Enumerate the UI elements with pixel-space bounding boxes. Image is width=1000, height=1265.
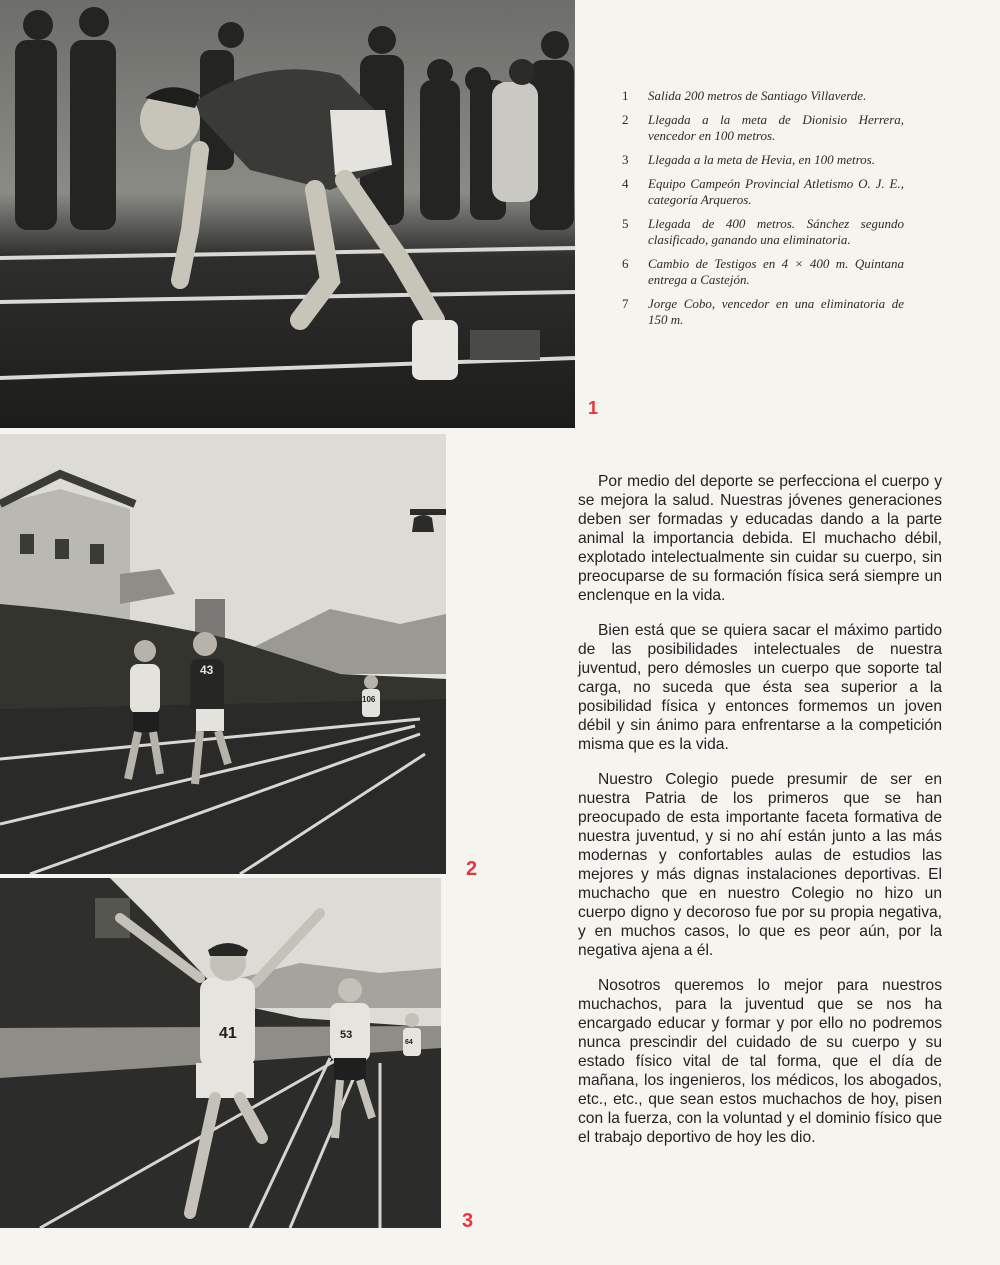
caption-text: Llegada a la meta de Dionisio Herrera, vencedor en 100 metros. [648, 112, 904, 143]
caption-number: 5 [622, 216, 629, 231]
caption-item [622, 176, 904, 208]
photo-number-3: 3 [462, 1210, 474, 1232]
photo-finish-100m [0, 434, 446, 874]
caption-item [622, 112, 904, 144]
article-paragraph: Bien está que se quiera sacar el máximo partido de las posibilidades intelectuales de nuestra juventud, pero démosles un cuerpo que soporte tal carga, no suceda que ésta sea superior a la posibilidad física y entonces formemos un joven débil y sin ánimo para enfrentarse a la competición misma que es la vida. [578, 622, 942, 753]
caption-list [622, 88, 904, 336]
caption-text: Equipo Campeón Provincial Atletismo O. J. E., categoría Arqueros. [648, 176, 904, 207]
article-body [578, 472, 942, 1163]
photo-number-1: 1 [588, 398, 599, 418]
caption-item [622, 256, 904, 288]
bib-64: 64 [405, 1039, 413, 1046]
caption-text: Jorge Cobo, vencedor en una eliminatoria de 150 m. [648, 296, 904, 327]
caption-item [622, 88, 904, 104]
article-paragraph: Nuestro Colegio puede presumir de ser en nuestra Patria de los primeros que se han preocupado de esta importante faceta formativa de nuestra juventud, y si no ahí están junto a las más modernas y confortables aulas de estudios las mejores y más dignas instalaciones deportivas. El muchacho que en nuestro Colegio no hizo un cuerpo digno y decoroso fue por su propia negativa, y en muchos casos, lo que es peor aún, por la negativa ajena a él. [578, 771, 942, 959]
caption-number: 7 [622, 296, 629, 311]
caption-text: Cambio de Testigos en 4 × 400 m. Quintana entrega a Castejón. [648, 256, 904, 287]
caption-text: Salida 200 metros de Santiago Villaverde. [648, 88, 867, 103]
bib-106: 106 [362, 695, 376, 704]
caption-number: 4 [622, 176, 629, 191]
photo-sprint-start-image [0, 0, 575, 428]
photo-finish-hevia [0, 878, 441, 1228]
photo-finish-hevia-image [0, 878, 441, 1228]
bib-53: 53 [340, 1029, 353, 1041]
photo-number-2: 2 [466, 858, 478, 880]
photo-sprint-start [0, 0, 575, 428]
caption-number: 1 [622, 88, 629, 103]
caption-number: 3 [622, 152, 629, 167]
caption-text: Llegada a la meta de Hevia, en 100 metros. [648, 152, 875, 167]
caption-number: 6 [622, 256, 629, 271]
caption-item [622, 216, 904, 248]
bib-41: 41 [219, 1025, 237, 1042]
caption-text: Llegada de 400 metros. Sánchez segundo clasificado, ganando una eliminatoria. [648, 216, 904, 247]
caption-number: 2 [622, 112, 629, 127]
caption-item [622, 152, 904, 168]
article-paragraph: Por medio del deporte se perfecciona el cuerpo y se mejora la salud. Nuestras jóvenes generaciones deben ser formadas y educadas dando a la parte animal la importancia debida. El muchacho débil, explotado intelectualmente sin cuidar su cuerpo, sin preocuparse de su formación física será siempre un enclenque en la vida. [578, 473, 942, 604]
article-paragraph: Nosotros queremos lo mejor para nuestros muchachos, para la juventud que se nos ha encargado educar y formar y por ello no podremos nunca prescindir del cuidado de su cuerpo y su estado físico vital de tal forma, que el día de mañana, los ingenieros, los médicos, los abogados, etc., etc., que sean estos muchachos de hoy, pisen con la fuerza, con la voluntad y el dominio físico que el trabajo deportivo de hoy les dio. [578, 977, 942, 1146]
caption-item [622, 296, 904, 328]
bib-43: 43 [200, 663, 214, 677]
photo-finish-100m-image [0, 434, 446, 874]
